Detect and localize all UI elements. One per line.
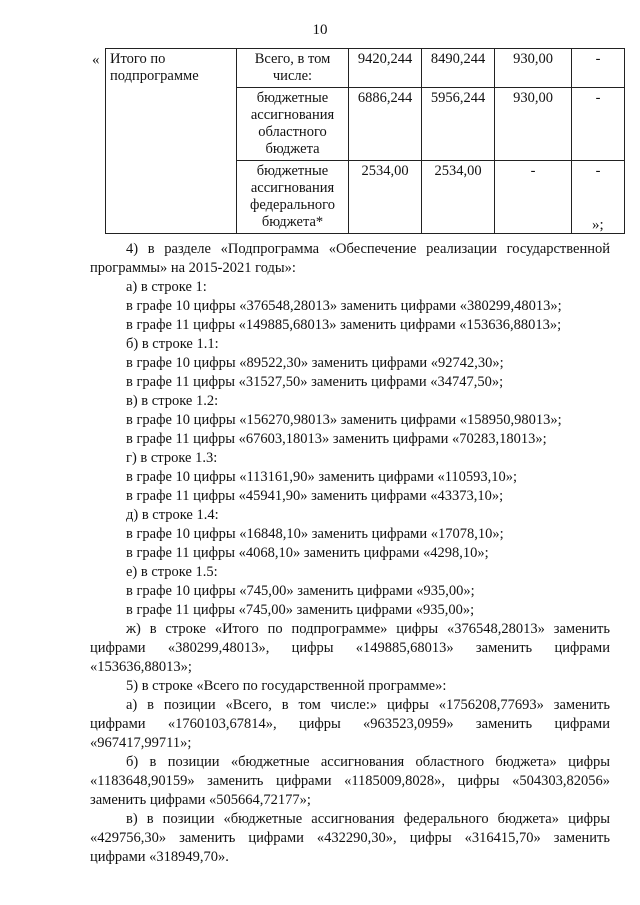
subprogram-total-table [105, 48, 625, 234]
paragraph: а) в позиции «Всего, в том числе:» цифры «1756208,77693» заменить цифрами «1760103,67814», цифры «963523,0959» заменить цифрами «967417,99711»; [90, 697, 610, 751]
paragraph: ж) в строке «Итого по подпрограмме» цифры «376548,28013» заменить цифрами «380299,48013», цифры «149885,68013» заменить цифрами «153636,88013»; [90, 621, 610, 675]
paragraph: в графе 11 цифры «745,00» заменить цифрами «935,00»; [126, 602, 475, 618]
paragraph: в) в строке 1.2: [126, 393, 219, 409]
paragraph: в графе 10 цифры «156270,98013» заменить цифрами «158950,98013»; [126, 412, 562, 428]
paragraph: в графе 11 цифры «45941,90» заменить цифрами «43373,10»; [126, 488, 504, 504]
paragraph: в графе 10 цифры «16848,10» заменить цифрами «17078,10»; [126, 526, 504, 542]
paragraph: е) в строке 1.5: [126, 564, 218, 580]
paragraph: в графе 10 цифры «89522,30» заменить цифрами «92742,30»; [126, 355, 504, 371]
paragraph: в графе 10 цифры «376548,28013» заменить цифрами «380299,48013»; [126, 298, 562, 314]
paragraph: б) в позиции «бюджетные ассигнования областного бюджета» цифры «1183648,90159» заменить цифрами «1185009,8028», цифры «504303,82056» заменить цифрами «505664,72177»; [90, 754, 610, 808]
table-cell: 5956,244 [422, 88, 495, 161]
paragraph: 4) в разделе «Подпрограмма «Обеспечение реализации государственной программы» на 2015-2021 годы»: [90, 241, 610, 276]
paragraph: г) в строке 1.3: [126, 450, 218, 466]
paragraph: а) в строке 1: [126, 279, 207, 295]
table-cell: - [572, 49, 625, 88]
paragraph: 5) в строке «Всего по государственной программе»: [126, 678, 447, 694]
table-cell: 930,00 [495, 49, 572, 88]
table-cell: 930,00 [495, 88, 572, 161]
table-cell: 6886,244 [349, 88, 422, 161]
table-cell: бюджетные ассигнования областного бюджета [237, 88, 349, 161]
table-cell: 8490,244 [422, 49, 495, 88]
paragraph: в графе 10 цифры «113161,90» заменить цифрами «110593,10»; [126, 469, 518, 485]
paragraph: в графе 11 цифры «149885,68013» заменить цифрами «153636,88013»; [126, 317, 562, 333]
amendments-text [90, 240, 610, 867]
table-cell: - [572, 88, 625, 161]
page-number: 10 [312, 22, 328, 38]
opening-quote: « [92, 52, 100, 68]
row-label: Итого по подпрограмме [106, 49, 237, 234]
table-cell: бюджетные ассигнования федерального бюджета* [237, 161, 349, 234]
closing-quote: »; [592, 217, 604, 233]
paragraph: в графе 11 цифры «31527,50» заменить цифрами «34747,50»; [126, 374, 504, 390]
paragraph: в графе 11 цифры «67603,18013» заменить цифрами «70283,18013»; [126, 431, 547, 447]
paragraph: д) в строке 1.4: [126, 507, 219, 523]
table-cell: 2534,00 [349, 161, 422, 234]
paragraph: б) в строке 1.1: [126, 336, 219, 352]
table-cell: - [495, 161, 572, 234]
table-cell: 2534,00 [422, 161, 495, 234]
paragraph: в графе 10 цифры «745,00» заменить цифрами «935,00»; [126, 583, 475, 599]
paragraph: в) в позиции «бюджетные ассигнования федерального бюджета» цифры «429756,30» заменить цифрами «432290,30», цифры «316415,70» заменить цифрами «318949,70». [90, 811, 610, 865]
paragraph: в графе 11 цифры «4068,10» заменить цифрами «4298,10»; [126, 545, 489, 561]
table-cell: Всего, в том числе: [237, 49, 349, 88]
table-row [106, 49, 625, 88]
table-cell: - [572, 161, 625, 234]
table-cell: 9420,244 [349, 49, 422, 88]
